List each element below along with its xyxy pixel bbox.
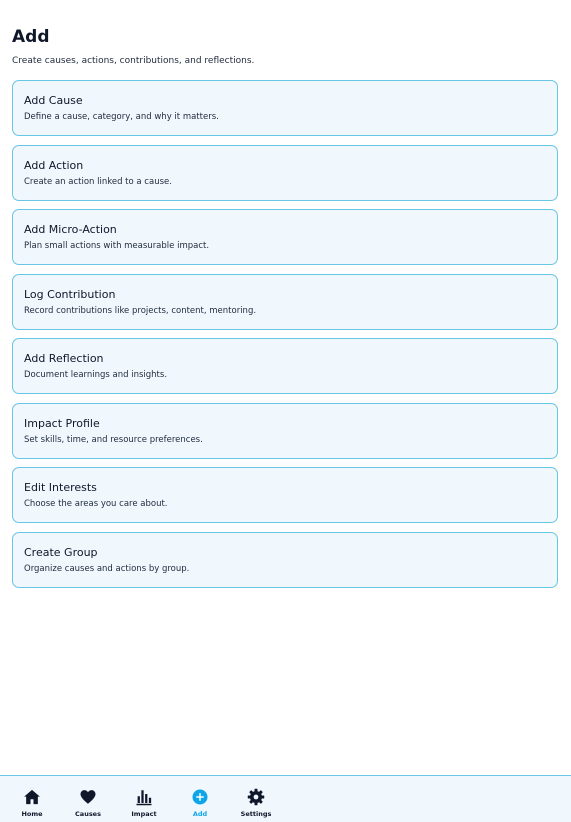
- card-title: Create Group: [24, 545, 98, 559]
- card-title: Add Cause: [24, 94, 83, 107]
- add-options-list: [12, 80, 558, 596]
- tab-label: Home: [21, 810, 43, 818]
- tab-label: Add: [192, 810, 208, 818]
- card-description: Define a cause, category, and why it matters.: [24, 112, 219, 122]
- tab-label: Impact: [131, 810, 157, 818]
- card-description: Organize causes and actions by group.: [24, 563, 190, 574]
- heart-icon: [79, 788, 97, 806]
- tab-label: Causes: [75, 810, 101, 818]
- add-micro-action-card[interactable]: [12, 209, 558, 265]
- edit-interests-card[interactable]: [12, 467, 558, 523]
- card-description: Plan small actions with measurable impact.: [24, 241, 210, 251]
- tab-settings[interactable]: [228, 776, 284, 822]
- card-title: Log Contribution: [24, 287, 116, 301]
- card-title: Add Micro-Action: [24, 223, 117, 236]
- card-description: Record contributions like projects, content, mentoring.: [24, 305, 257, 316]
- card-title: Edit Interests: [24, 481, 97, 494]
- add-cause-card[interactable]: [12, 80, 558, 136]
- card-title: Add Reflection: [24, 352, 104, 365]
- card-title: Impact Profile: [24, 416, 100, 430]
- page-subtitle: Create causes, actions, contributions, and reflections.: [12, 56, 255, 66]
- home-icon: [23, 788, 41, 806]
- card-description: Set skills, time, and resource preferences.: [24, 434, 203, 445]
- add-reflection-card[interactable]: [12, 338, 558, 394]
- impact-profile-card[interactable]: [12, 403, 558, 459]
- page-header: [12, 26, 254, 67]
- plus-circle-icon: [191, 788, 209, 806]
- tab-label: Settings: [240, 810, 272, 818]
- tab-add[interactable]: [172, 776, 228, 822]
- gear-icon: [247, 788, 265, 806]
- tab-impact[interactable]: [116, 776, 172, 822]
- tab-causes[interactable]: [60, 776, 116, 822]
- bottom-tab-bar: [0, 775, 571, 822]
- add-action-card[interactable]: [12, 145, 558, 201]
- page-title: Add: [12, 27, 50, 47]
- tab-home[interactable]: [4, 776, 60, 822]
- create-group-card[interactable]: [12, 532, 558, 588]
- card-description: Create an action linked to a cause.: [24, 176, 172, 187]
- bar-chart-icon: [135, 788, 153, 806]
- log-contribution-card[interactable]: [12, 274, 558, 330]
- card-description: Choose the areas you care about.: [24, 499, 168, 509]
- card-description: Document learnings and insights.: [24, 370, 168, 380]
- card-title: Add Action: [24, 158, 84, 172]
